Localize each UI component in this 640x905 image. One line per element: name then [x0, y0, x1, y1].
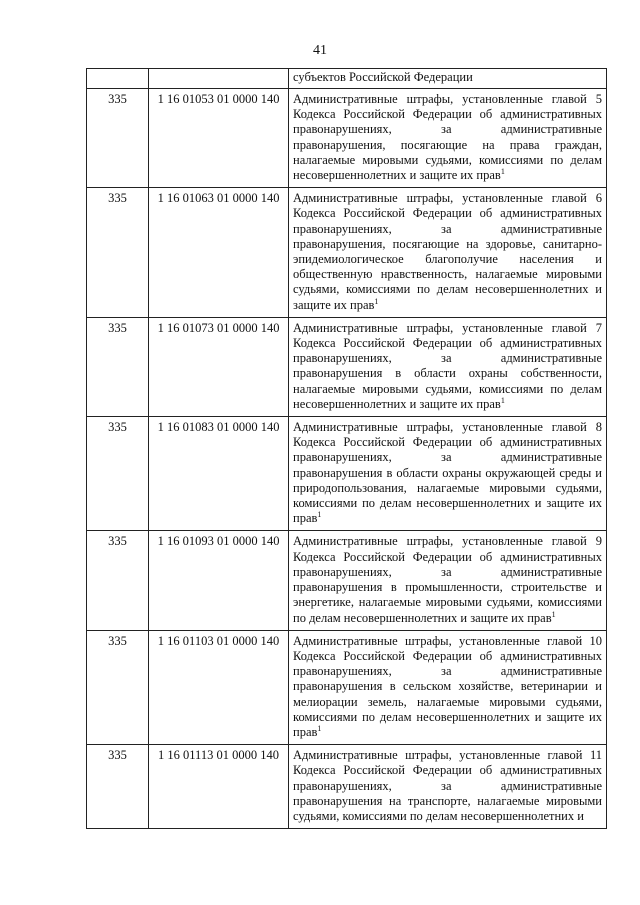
description-text: Административные штрафы, установленные главой 9 Кодекса Российской Федерации об административных правонарушениях, за административные правонарушения в промышленности, строительстве и энергетике, налагаемые мировыми судьями, комиссиями по делам несовершеннолетних и защите их прав	[293, 534, 602, 625]
description-cell	[289, 188, 607, 318]
kbk-code-cell: 1 16 01073 01 0000 140	[149, 317, 289, 416]
kbk-code-cell: 1 16 01083 01 0000 140	[149, 417, 289, 531]
admin-code-cell: 335	[87, 89, 149, 188]
table-row	[87, 89, 607, 188]
description-text: Административные штрафы, установленные главой 7 Кодекса Российской Федерации об административных правонарушениях, за административные правонарушения в области охраны собственности, налагаемые мировыми судьями, комиссиями по делам несовершеннолетних и защите их прав	[293, 320, 602, 411]
kbk-code-cell: 1 16 01053 01 0000 140	[149, 89, 289, 188]
table-row	[87, 188, 607, 318]
kbk-code-cell: 1 16 01063 01 0000 140	[149, 188, 289, 318]
admin-code-cell	[87, 69, 149, 89]
admin-code-cell: 335	[87, 531, 149, 630]
admin-code-cell: 335	[87, 745, 149, 829]
table-row	[87, 317, 607, 416]
description-cell	[289, 317, 607, 416]
description-text: Административные штрафы, установленные главой 8 Кодекса Российской Федерации об административных правонарушениях, за административные правонарушения в области охраны окружающей среды и природопользования, налагаемые мировыми судьями, комиссиями по делам несовершеннолетних и защите их прав	[293, 420, 602, 526]
footnote-marker: 1	[317, 510, 322, 520]
kbk-code-cell: 1 16 01103 01 0000 140	[149, 630, 289, 744]
admin-code-cell: 335	[87, 630, 149, 744]
admin-code-cell: 335	[87, 417, 149, 531]
table-row	[87, 630, 607, 744]
kbk-code-cell	[149, 69, 289, 89]
footnote-marker: 1	[317, 723, 322, 733]
footnote-marker: 1	[500, 166, 505, 176]
table-row-continuation	[87, 69, 607, 89]
kbk-code-cell: 1 16 01093 01 0000 140	[149, 531, 289, 630]
description-cell: субъектов Российской Федерации	[289, 69, 607, 89]
description-cell	[289, 531, 607, 630]
table-row	[87, 745, 607, 829]
footnote-marker: 1	[374, 296, 379, 306]
footnote-marker: 1	[500, 395, 505, 405]
page-number: 41	[313, 43, 327, 58]
description-cell	[289, 630, 607, 744]
kbk-code-cell: 1 16 01113 01 0000 140	[149, 745, 289, 829]
description-text: Административные штрафы, установленные главой 5 Кодекса Российской Федерации об административных правонарушениях, за административные правонарушения, посягающие на права граждан, налагаемые мировыми судьями, комиссиями по делам несовершеннолетних и защите их прав	[293, 92, 602, 183]
table-row	[87, 417, 607, 531]
table-row	[87, 531, 607, 630]
description-cell	[289, 89, 607, 188]
description-text: Административные штрафы, установленные главой 10 Кодекса Российской Федерации об административных правонарушениях, за административные правонарушения в сельском хозяйстве, ветеринарии и мелиорации земель, налагаемые мировыми судьями, комиссиями по делам несовершеннолетних и защите их прав	[293, 633, 602, 739]
description-text: Административные штрафы, установленные главой 11 Кодекса Российской Федерации об административных правонарушениях, за административные правонарушения на транспорте, налагаемые мировыми судьями, комиссиями по делам несовершеннолетних и	[293, 748, 602, 823]
admin-code-cell: 335	[87, 188, 149, 318]
description-cell	[289, 745, 607, 829]
footnote-marker: 1	[551, 609, 556, 619]
description-text: Административные штрафы, установленные главой 6 Кодекса Российской Федерации об административных правонарушениях, за административные правонарушения, посягающие на здоровье, санитарно-эпидемиологическое благополучие населения и общественную нравственность, налагаемые мировыми судьями, комиссиями по делам несовершеннолетних и защите их прав	[293, 191, 602, 312]
admin-code-cell: 335	[87, 317, 149, 416]
budget-code-table	[86, 68, 607, 829]
description-cell	[289, 417, 607, 531]
